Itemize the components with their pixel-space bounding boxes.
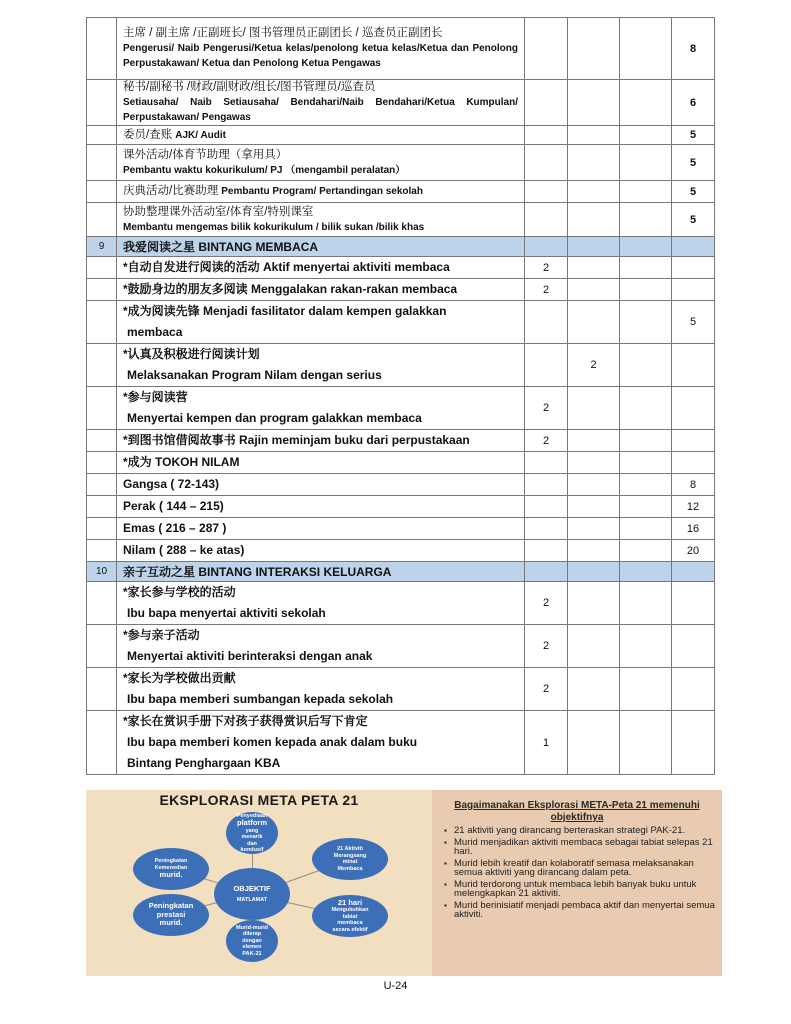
- section-empty-cell: [568, 562, 620, 582]
- bubble-text: menarik: [241, 834, 263, 840]
- bubble-text: elemen: [242, 944, 262, 951]
- bubble-text: kondusif: [240, 847, 264, 853]
- score-cell-c1: 2: [525, 279, 568, 301]
- table-row: [87, 344, 715, 387]
- score-cell-c4: 8: [672, 18, 715, 80]
- bubble-text: platform: [236, 818, 267, 827]
- role-zh: 庆典活动/比赛助理: [123, 185, 219, 197]
- score-cell-c4: 5: [672, 126, 715, 145]
- table-row: [87, 80, 715, 126]
- criteria-line-1: Nilam ( 288 – ke atas): [123, 543, 245, 557]
- criteria-line-2: Menyertai kempen dan program galakkan membaca: [127, 411, 422, 425]
- score-cell-c3: [620, 279, 672, 301]
- score-cell-c2: [568, 203, 620, 237]
- score-table: [86, 17, 715, 775]
- score-cell-c4: 5: [672, 181, 715, 203]
- row-number-cell: [87, 18, 117, 80]
- table-row: [87, 625, 715, 668]
- row-number-cell: [87, 80, 117, 126]
- bubble-top: [226, 812, 278, 854]
- score-cell-c3: [620, 540, 672, 562]
- section-header-9: [87, 237, 715, 257]
- score-cell-c4: 5: [672, 203, 715, 237]
- score-cell-c3: [620, 474, 672, 496]
- bubble-text: diterap: [242, 931, 262, 938]
- score-cell-c3: [620, 18, 672, 80]
- role-zh: 委员/查账: [123, 128, 173, 141]
- table-row: [87, 668, 715, 711]
- score-cell-c2: [568, 279, 620, 301]
- bubble-text: PAK-21: [242, 950, 262, 957]
- criteria-line-1: *成为阅读先锋 Menjadi fasilitator dalam kempen galakkan: [123, 304, 447, 318]
- bubble-text: minat: [342, 859, 358, 865]
- row-number-cell: [87, 474, 117, 496]
- criteria-line-2: Ibu bapa menyertai aktiviti sekolah: [127, 606, 326, 620]
- score-cell-c3: [620, 582, 672, 625]
- row-number-cell: [87, 387, 117, 430]
- bubble-text: murid.: [159, 918, 183, 928]
- objective-point: ▪ Murid lebih kreatif dan kolaboratif semasa melaksanakan semua aktiviti yang dirancang dalam peta.: [444, 859, 716, 877]
- row-number-cell: [87, 518, 117, 540]
- section-empty-cell: [620, 237, 672, 257]
- bubble-text: Peningkatan: [148, 901, 194, 911]
- objectives-panel: [432, 790, 722, 976]
- score-cell-c2: [568, 625, 620, 668]
- score-cell-c1: [525, 301, 568, 344]
- table-row: [87, 18, 715, 80]
- score-cell-c2: [568, 257, 620, 279]
- criteria-cell: [117, 540, 525, 562]
- role-ms: Membantu mengemas bilik kokurikulum / bilik sukan /bilik khas: [123, 221, 425, 233]
- score-cell-c2: [568, 496, 620, 518]
- bubble-center-objektif: [214, 868, 290, 920]
- score-cell-c2: [568, 540, 620, 562]
- table-row: [87, 181, 715, 203]
- criteria-line-1: Gangsa ( 72-143): [123, 477, 220, 491]
- score-cell-c3: [620, 301, 672, 344]
- row-number-cell: [87, 496, 117, 518]
- bubble-lower-right: [312, 895, 388, 937]
- score-cell-c1: 2: [525, 625, 568, 668]
- score-cell-c1: 2: [525, 582, 568, 625]
- criteria-cell: [117, 301, 525, 344]
- score-cell-c2: [568, 452, 620, 474]
- criteria-line-2: Menyertai aktiviti berinteraksi dengan anak: [127, 649, 373, 663]
- score-cell-c4: [672, 452, 715, 474]
- score-cell-c4: [672, 668, 715, 711]
- score-cell-c3: [620, 145, 672, 181]
- score-cell-c4: 16: [672, 518, 715, 540]
- score-cell-c1: 2: [525, 387, 568, 430]
- row-number-cell: [87, 430, 117, 452]
- score-cell-c3: [620, 496, 672, 518]
- role-zh: 主席 / 副主席 /正副班长/ 图书管理员正副团长 / 巡查员正副团长: [123, 27, 443, 39]
- score-cell-c1: [525, 126, 568, 145]
- score-cell-c2: [568, 126, 620, 145]
- score-cell-c1: [525, 452, 568, 474]
- score-cell-c4: [672, 582, 715, 625]
- criteria-cell: [117, 344, 525, 387]
- score-cell-c4: 20: [672, 540, 715, 562]
- objective-point: ▪ 21 aktiviti yang dirancang berteraskan strategi PAK-21.: [444, 826, 716, 835]
- criteria-cell: [117, 257, 525, 279]
- table-row: [87, 452, 715, 474]
- score-cell-c4: [672, 387, 715, 430]
- table-row: [87, 203, 715, 237]
- row-number-cell: [87, 145, 117, 181]
- section-empty-cell: [568, 237, 620, 257]
- bubble-text: membaca: [337, 920, 363, 927]
- score-cell-c4: 8: [672, 474, 715, 496]
- section-number: 9: [87, 237, 117, 257]
- criteria-line-1: *认真及积极进行阅读计划: [123, 347, 260, 361]
- score-cell-c1: 2: [525, 430, 568, 452]
- role-ms: AJK/ Audit: [175, 129, 227, 141]
- table-row: [87, 145, 715, 181]
- score-cell-c4: [672, 344, 715, 387]
- table-row: [87, 496, 715, 518]
- role-zh: 秘书/副秘书 /财政/副财政/组长/图书管理员/巡查员: [123, 81, 376, 93]
- bubble-upper-left: [133, 848, 209, 890]
- row-number-cell: [87, 344, 117, 387]
- table-row: [87, 430, 715, 452]
- score-cell-c3: [620, 126, 672, 145]
- score-cell-c3: [620, 625, 672, 668]
- score-cell-c2: [568, 18, 620, 80]
- row-number-cell: [87, 126, 117, 145]
- bubble-upper-right: [312, 838, 388, 880]
- row-number-cell: [87, 203, 117, 237]
- criteria-cell: [117, 668, 525, 711]
- bubble-text: Mengukuhkan: [331, 907, 369, 914]
- score-cell-c3: [620, 203, 672, 237]
- score-cell-c4: [672, 711, 715, 775]
- criteria-cell: [117, 279, 525, 301]
- bubble-text: 21 hari: [337, 897, 363, 907]
- score-cell-c4: [672, 279, 715, 301]
- score-cell-c3: [620, 387, 672, 430]
- criteria-line-2: Ibu bapa memberi sumbangan kepada sekolah: [127, 692, 394, 706]
- objective-point: ▪ Murid berinisiatif menjadi pembaca aktif dan menyertai semua aktiviti.: [444, 901, 716, 919]
- table-row: [87, 387, 715, 430]
- score-cell-c1: [525, 203, 568, 237]
- bubble-text: Murid-murid: [235, 924, 269, 931]
- bubble-lower-left: [133, 894, 209, 936]
- score-cell-c2: [568, 582, 620, 625]
- row-number-cell: [87, 582, 117, 625]
- score-cell-c2: [568, 387, 620, 430]
- criteria-cell: [117, 474, 525, 496]
- meta-peta-infographic: [86, 790, 722, 976]
- score-cell-c3: [620, 452, 672, 474]
- role-ms: Setiausaha/ Naib Setiausaha/ Bendahari/Naib Bendahari/Ketua Kumpulan/ Perpustakawan/ Pengawas: [123, 97, 518, 123]
- table-row: [87, 540, 715, 562]
- score-cell-c3: [620, 668, 672, 711]
- score-cell-c3: [620, 430, 672, 452]
- score-cell-c2: [568, 668, 620, 711]
- bubble-text: Membaca: [337, 865, 363, 872]
- score-cell-c3: [620, 80, 672, 126]
- center-line-1: OBJEKTIF: [233, 884, 271, 893]
- role-description-cell: [117, 203, 525, 237]
- section-empty-cell: [672, 237, 715, 257]
- score-cell-c4: 12: [672, 496, 715, 518]
- bubble-text: Kemenedian: [154, 864, 188, 871]
- score-cell-c2: [568, 80, 620, 126]
- role-description-cell: [117, 80, 525, 126]
- score-cell-c1: [525, 18, 568, 80]
- score-cell-c4: [672, 625, 715, 668]
- objective-point: ▪ Murid terdorong untuk membaca lebih banyak buku untuk melengkapkan 21 aktiviti.: [444, 880, 716, 898]
- score-cell-c1: 2: [525, 668, 568, 711]
- criteria-cell: [117, 711, 525, 775]
- infographic-title: EKSPLORASI META PETA 21: [159, 792, 359, 808]
- objective-point: ▪ Murid menjadikan aktiviti membaca sebagai tabiat selepas 21 hari.: [444, 838, 716, 856]
- criteria-line-2: Melaksanakan Program Nilam dengan serius: [127, 368, 382, 382]
- score-cell-c2: [568, 711, 620, 775]
- score-cell-c3: [620, 344, 672, 387]
- criteria-line-1: *自动自发进行阅读的活动 Aktif menyertai aktiviti membaca: [123, 260, 450, 274]
- role-description-cell: [117, 181, 525, 203]
- section-empty-cell: [525, 237, 568, 257]
- score-cell-c4: [672, 430, 715, 452]
- role-description-cell: [117, 145, 525, 181]
- table-row: [87, 518, 715, 540]
- table-row: [87, 301, 715, 344]
- criteria-cell: [117, 518, 525, 540]
- role-ms: Pengerusi/ Naib Pengerusi/Ketua kelas/penolong ketua kelas/Ketua dan Penolong Perpustakawan/ Ketua dan Penolong Ketua Pengawas: [123, 43, 518, 69]
- score-cell-c1: [525, 145, 568, 181]
- criteria-line-1: *参与亲子活动: [123, 628, 200, 642]
- criteria-line-1: *家长在赏识手册下对孩子获得赏识后写下肯定: [123, 714, 368, 728]
- table-row: [87, 582, 715, 625]
- bubble-text: yang: [245, 827, 259, 834]
- row-number-cell: [87, 668, 117, 711]
- criteria-line-2: membaca: [127, 325, 183, 339]
- score-cell-c2: [568, 474, 620, 496]
- row-number-cell: [87, 181, 117, 203]
- section-number: 10: [87, 562, 117, 582]
- row-number-cell: [87, 452, 117, 474]
- bubble-text: dengan: [242, 937, 262, 944]
- bubble-text: Peningkatan: [154, 858, 188, 865]
- section-title: 我爱阅读之星 BINTANG MEMBACA: [117, 237, 525, 257]
- center-line-2: MATLAMAT: [236, 896, 268, 903]
- criteria-cell: [117, 452, 525, 474]
- criteria-line-1: *鼓励身边的朋友多阅读 Menggalakan rakan-rakan membaca: [123, 282, 458, 296]
- score-cell-c1: [525, 540, 568, 562]
- score-cell-c1: [525, 181, 568, 203]
- section-title: 亲子互动之星 BINTANG INTERAKSI KELUARGA: [117, 562, 525, 582]
- bubble-bottom: [226, 920, 278, 962]
- score-cell-c4: 5: [672, 145, 715, 181]
- role-ms: Pembantu Program/ Pertandingan sekolah: [221, 186, 423, 197]
- row-number-cell: [87, 301, 117, 344]
- score-cell-c3: [620, 181, 672, 203]
- row-number-cell: [87, 279, 117, 301]
- section-empty-cell: [672, 562, 715, 582]
- criteria-line-1: *家长为学校做出贡献: [123, 671, 236, 685]
- bubble-text: Penyediaan: [236, 812, 268, 819]
- role-zh: 课外活动/体育节助理（拿用具）: [123, 148, 288, 161]
- bubble-text: secara efektif: [332, 926, 368, 933]
- table-row: [87, 474, 715, 496]
- role-description-cell: [117, 126, 525, 145]
- score-cell-c4: 5: [672, 301, 715, 344]
- score-cell-c1: [525, 474, 568, 496]
- section-header-10: [87, 562, 715, 582]
- row-number-cell: [87, 625, 117, 668]
- table-row: [87, 257, 715, 279]
- score-cell-c3: [620, 257, 672, 279]
- objectives-title: Bagaimanakan Eksplorasi META-Peta 21 memenuhi objektifnya: [454, 800, 700, 823]
- row-number-cell: [87, 711, 117, 775]
- score-cell-c4: 6: [672, 80, 715, 126]
- mind-map-panel: [86, 790, 432, 976]
- role-zh: 协助整理课外活动室/体育室/特别课室: [123, 205, 314, 218]
- bubble-text: murid.: [159, 870, 183, 880]
- score-cell-c3: [620, 711, 672, 775]
- criteria-cell: [117, 387, 525, 430]
- criteria-line-3: Bintang Penghargaan KBA: [127, 756, 281, 770]
- criteria-cell: [117, 625, 525, 668]
- score-cell-c1: [525, 518, 568, 540]
- criteria-line-1: Emas ( 216 – 287 ): [123, 521, 227, 535]
- criteria-line-1: *成为 TOKOH NILAM: [123, 455, 240, 469]
- row-number-cell: [87, 257, 117, 279]
- score-cell-c1: 2: [525, 257, 568, 279]
- bubble-text: prestasi: [156, 909, 186, 919]
- score-cell-c2: [568, 145, 620, 181]
- score-cell-c1: [525, 344, 568, 387]
- table-row: [87, 711, 715, 775]
- bubble-text: Merangsang: [333, 852, 367, 859]
- criteria-cell: [117, 430, 525, 452]
- bubble-text: dan: [247, 840, 257, 847]
- criteria-line-1: *参与阅读营: [123, 390, 188, 404]
- role-description-cell: [117, 18, 525, 80]
- score-cell-c2: [568, 301, 620, 344]
- score-cell-c2: [568, 181, 620, 203]
- bubble-text: tabiat: [342, 913, 358, 920]
- role-ms: Pembantu waktu kokurikulum/ PJ （mengambil peralatan）: [123, 164, 406, 176]
- score-cell-c2: [568, 430, 620, 452]
- score-cell-c1: 1: [525, 711, 568, 775]
- score-cell-c3: [620, 518, 672, 540]
- score-cell-c2: [568, 518, 620, 540]
- criteria-cell: [117, 496, 525, 518]
- row-number-cell: [87, 540, 117, 562]
- score-cell-c2: 2: [568, 344, 620, 387]
- bubble-text: 21 Aktiviti: [337, 846, 363, 852]
- criteria-line-1: *到图书馆借阅故事书 Rajin meminjam buku dari perpustakaan: [123, 433, 470, 447]
- section-empty-cell: [525, 562, 568, 582]
- criteria-line-2: Ibu bapa memberi komen kepada anak dalam buku: [127, 735, 418, 749]
- score-cell-c1: [525, 496, 568, 518]
- criteria-line-1: *家长参与学校的活动: [123, 585, 236, 599]
- criteria-line-1: Perak ( 144 – 215): [123, 499, 224, 513]
- criteria-cell: [117, 582, 525, 625]
- objectives-list: [444, 826, 716, 922]
- table-row: [87, 126, 715, 145]
- score-cell-c4: [672, 257, 715, 279]
- score-cell-c1: [525, 80, 568, 126]
- table-row: [87, 279, 715, 301]
- section-empty-cell: [620, 562, 672, 582]
- page-number: U-24: [383, 980, 408, 992]
